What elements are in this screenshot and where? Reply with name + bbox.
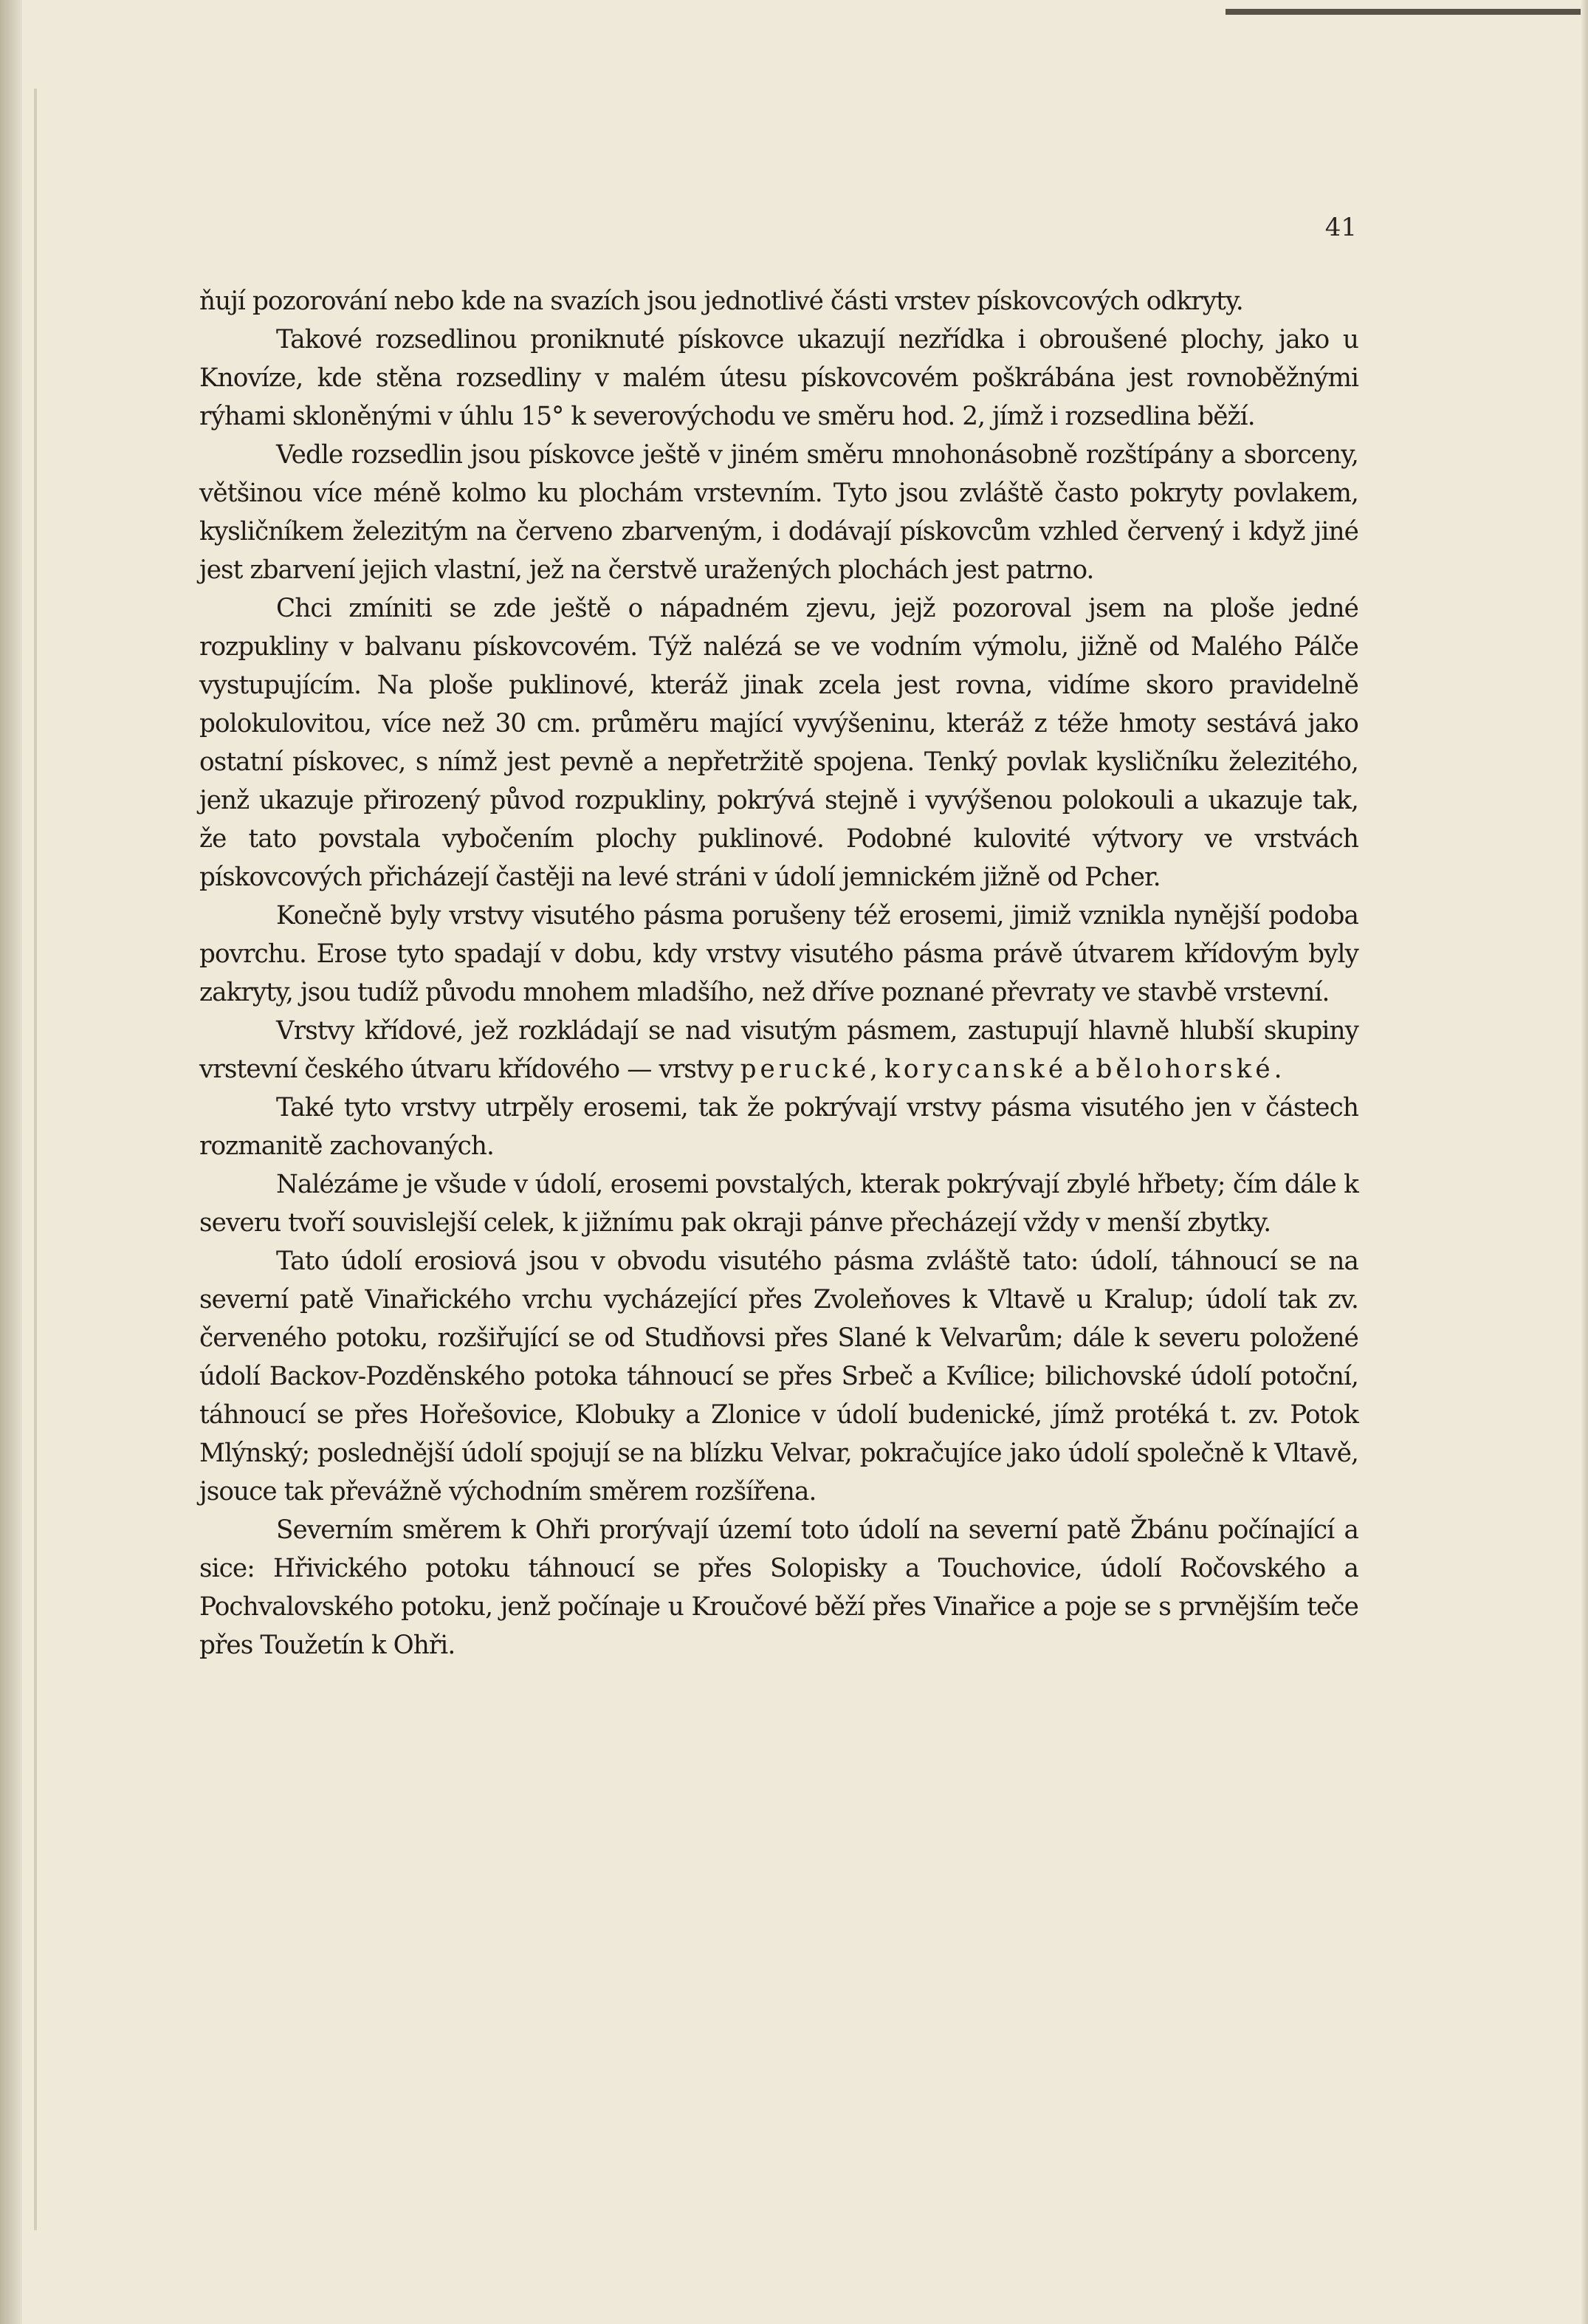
paragraph-text: Vrstvy křídové, jež rozkládají se nad visutým pásmem, zastupují hlavně hlubší skupiny vrstevní českého útvaru křídového — vrstvy — [199, 1016, 1358, 1084]
paragraph — [199, 1511, 1358, 1665]
paragraph — [199, 282, 1358, 321]
paragraph — [199, 436, 1358, 589]
top-edge-strip — [1226, 9, 1588, 15]
spaced-term: korycanské — [884, 1055, 1068, 1084]
paragraph-text: Tato údolí erosiová jsou v obvodu visutého pásma zvláště tato: údolí, táhnoucí se na severní patě Vinařického vrchu vycházející přes Zvoleňoves k Vltavě u Kralup; údolí tak zv. červeného potoku, rozšiřující se od Studňovsi přes Slané k Velvarům; dále k severu položené údolí Backov-Pozděnského potoka táhnoucí se přes Srbeč a Kvílice; bilichovské údolí potoční, táhnoucí se přes Hořešovice, Klobuky a Zlonice v údolí budenické, jímž protéká t. zv. Potok Mlýnský; poslednější údolí spojují se na blízku Velvar, pokračujíce jako údolí společně k Vltavě, jsouce tak převážně východním směrem rozšířena. — [199, 1247, 1358, 1507]
right-edge-shadow — [1581, 0, 1588, 2324]
paragraph-text: Nalézáme je všude v údolí, erosemi povstalých, kterak pokrývají zbylé hřbety; čím dále k severu tvoří souvislejší celek, k jižnímu pak okraji pánve přecházejí vždy v menší zbytky. — [199, 1170, 1358, 1238]
paragraph-text: Vedle rozsedlin jsou pískovce ještě v jiném směru mnohonásobně rozštípány a sborceny, většinou více méně kolmo ku plochám vrstevním. Tyto jsou zvláště často pokryty povlakem, kysličníkem železitým na červeno zbarveným, i dodávají pískovcům vzhled červený i když jiné jest zbarvení jejich vlastní, jež na čerstvě uražených plochách jest patrno. — [199, 440, 1358, 585]
binding-crease — [34, 89, 37, 2230]
paragraph — [199, 1242, 1358, 1511]
paragraph-text: ňují pozorování nebo kde na svazích jsou jednotlivé části vrstev pískovcových odkryty. — [199, 287, 1243, 316]
paragraph — [199, 589, 1358, 897]
spaced-term: bělohorské — [1096, 1055, 1274, 1084]
paragraph-text: Konečně byly vrstvy visutého pásma porušeny též erosemi, jimiž vznikla nynější podoba povrchu. Erose tyto spadají v dobu, kdy vrstvy visutého pásma právě útvarem křídovým byly zakryty, jsou tudíž původu mnohem mladšího, než dříve poznané převraty ve stavbě vrstevní. — [199, 901, 1358, 1007]
paragraph — [199, 1165, 1358, 1242]
page-number: 41 — [1324, 213, 1357, 242]
body-text — [199, 282, 1358, 1665]
paragraph — [199, 1089, 1358, 1165]
paragraph-text: . — [1274, 1055, 1282, 1084]
paragraph — [199, 321, 1358, 436]
paragraph — [199, 1012, 1358, 1089]
paragraph-text: Chci zmíniti se zde ještě o nápadném zjevu, jejž pozoroval jsem na ploše jedné rozpukliny v balvanu pískovcovém. Týž nalézá se ve vodním výmolu, jižně od Malého Pálče vystupujícím. Na ploše puklinové, kteráž jinak zcela jest rovna, vidíme skoro pravidelně polokulovitou, více než 30 cm. průměru mající vyvýšeninu, kteráž z téže hmoty sestává jako ostatní pískovec, s nímž jest pevně a nepřetržitě spojena. Tenký povlak kysličníku železitého, jenž ukazuje přirozený původ rozpukliny, pokrývá stejně i vyvýšenou polokouli a ukazuje tak, že tato povstala vybočením plochy puklinové. Podobné kulovité výtvory ve vrstvách pískovcových přicházejí častěji na levé stráni v údolí jemnickém jižně od Pcher. — [199, 594, 1358, 892]
paragraph-text: Také tyto vrstvy utrpěly erosemi, tak že pokrývají vrstvy pásma visutého jen v částech rozmanitě zachovaných. — [199, 1093, 1358, 1161]
paragraph-text: Severním směrem k Ohři prorývají území toto údolí na severní patě Žbánu počínající a sice: Hřivického potoku táhnoucí se přes Solopisky a Touchovice, údolí Ročovského a Pochvalovského potoku, jenž počínaje u Kroučové běží přes Vinařice a poje se s prvnějším teče přes Toužetín k Ohři. — [199, 1515, 1358, 1660]
paragraph-text: , — [870, 1055, 885, 1084]
paragraph-text: Takové rozsedlinou proniknuté pískovce ukazují nezřídka i obroušené plochy, jako u Knovíze, kde stěna rozsedliny v malém útesu pískovcovém poškrábána jest rovnoběžnými rýhami skloněnými v úhlu 15° k severovýchodu ve směru hod. 2, jímž i rozsedlina běží. — [199, 325, 1358, 431]
paragraph — [199, 897, 1358, 1012]
spaced-term: perucké — [740, 1055, 870, 1084]
paragraph-text: a — [1067, 1055, 1096, 1084]
binding-edge-shadow — [0, 0, 22, 2324]
